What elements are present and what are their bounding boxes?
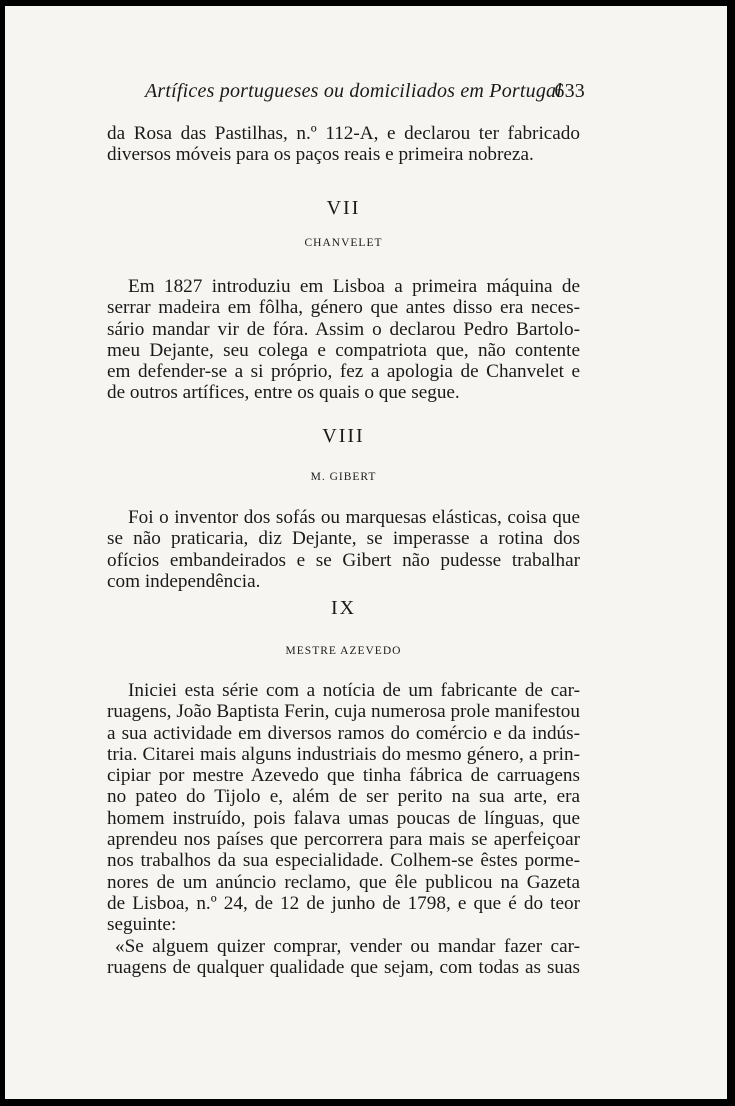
text-line: com independência.	[107, 570, 261, 592]
text-line: seguinte:	[107, 914, 177, 936]
section-ix-paragraph	[107, 680, 580, 978]
text-line: cipiar por mestre Azevedo que tinha fábrica de carruagens	[107, 765, 580, 787]
text-line: no pateo do Tijolo e, além de ser perito na sua arte, era	[107, 786, 580, 808]
text-line: ofícios embandeirados e se Gibert não pudesse trabalhar	[107, 549, 580, 571]
text-line: ruagens, João Baptista Ferin, cuja numerosa prole manifestou	[107, 701, 580, 723]
section-number-vii: VII	[326, 197, 361, 219]
text-line: a sua actividade em diversos ramos do comércio e da indús-	[107, 722, 580, 744]
text-line: sário mandar vir de fóra. Assim o declarou Pedro Bartolo-	[107, 318, 580, 340]
text-line: da Rosa das Pastilhas, n.º 112-A, e declarou ter fabricado	[107, 123, 580, 144]
text-line: serrar madeira em fôlha, género que antes disso era neces-	[107, 297, 580, 319]
text-line: tria. Citarei mais alguns industriais do mesmo género, a prin-	[107, 743, 580, 765]
text-line: diversos móveis para os paços reais e primeira nobreza.	[107, 144, 534, 166]
page-number: 633	[554, 80, 585, 102]
quote-line: «Se alguem quizer comprar, vender ou mandar fazer car-	[115, 935, 580, 957]
text-line: aprendeu nos países que percorrera para mais se aperfeiçoar	[107, 829, 580, 851]
running-title: Artífices portugueses ou domiciliados em Portugal	[145, 80, 562, 102]
text-line: Iniciei esta série com a notícia de um fabricante de car-	[128, 680, 580, 701]
section-title-gibert: M. GIBERT	[310, 471, 377, 483]
section-title-mestre-azevedo: MESTRE AZEVEDO	[285, 645, 402, 657]
continuation-paragraph	[107, 123, 580, 166]
section-viii-paragraph	[107, 507, 580, 592]
text-line: Em 1827 introduziu em Lisboa a primeira máquina de	[128, 276, 580, 297]
text-line: Foi o inventor dos sofás ou marquesas elásticas, coisa que	[128, 507, 580, 528]
quote-line: ruagens de qualquer qualidade que sejam, com todas as suas	[107, 956, 580, 978]
text-line: se não praticaria, diz Dejante, se imperasse a rotina dos	[107, 528, 580, 550]
text-line: nores de um anúncio reclamo, que êle publicou na Gazeta	[107, 871, 580, 893]
section-title-chanvelet: CHANVELET	[304, 237, 383, 249]
running-head	[145, 80, 585, 103]
text-line: de outros artífices, entre os quais o que segue.	[107, 382, 460, 404]
text-line: nos trabalhos da sua especialidade. Colhem-se êstes porme-	[107, 850, 580, 872]
text-line: em defender-se a si próprio, fez a apologia de Chanvelet e	[107, 361, 580, 383]
text-line: homem instruído, pois falava umas poucas de línguas, que	[107, 807, 580, 829]
text-line: de Lisboa, n.º 24, de 12 de junho de 1798, e que é do teor	[107, 892, 580, 914]
text-line: meu Dejante, seu colega e compatriota que, não contente	[107, 339, 580, 361]
section-number-viii: VIII	[322, 425, 365, 447]
section-number-ix: IX	[330, 597, 357, 619]
section-vii-paragraph	[107, 276, 580, 404]
